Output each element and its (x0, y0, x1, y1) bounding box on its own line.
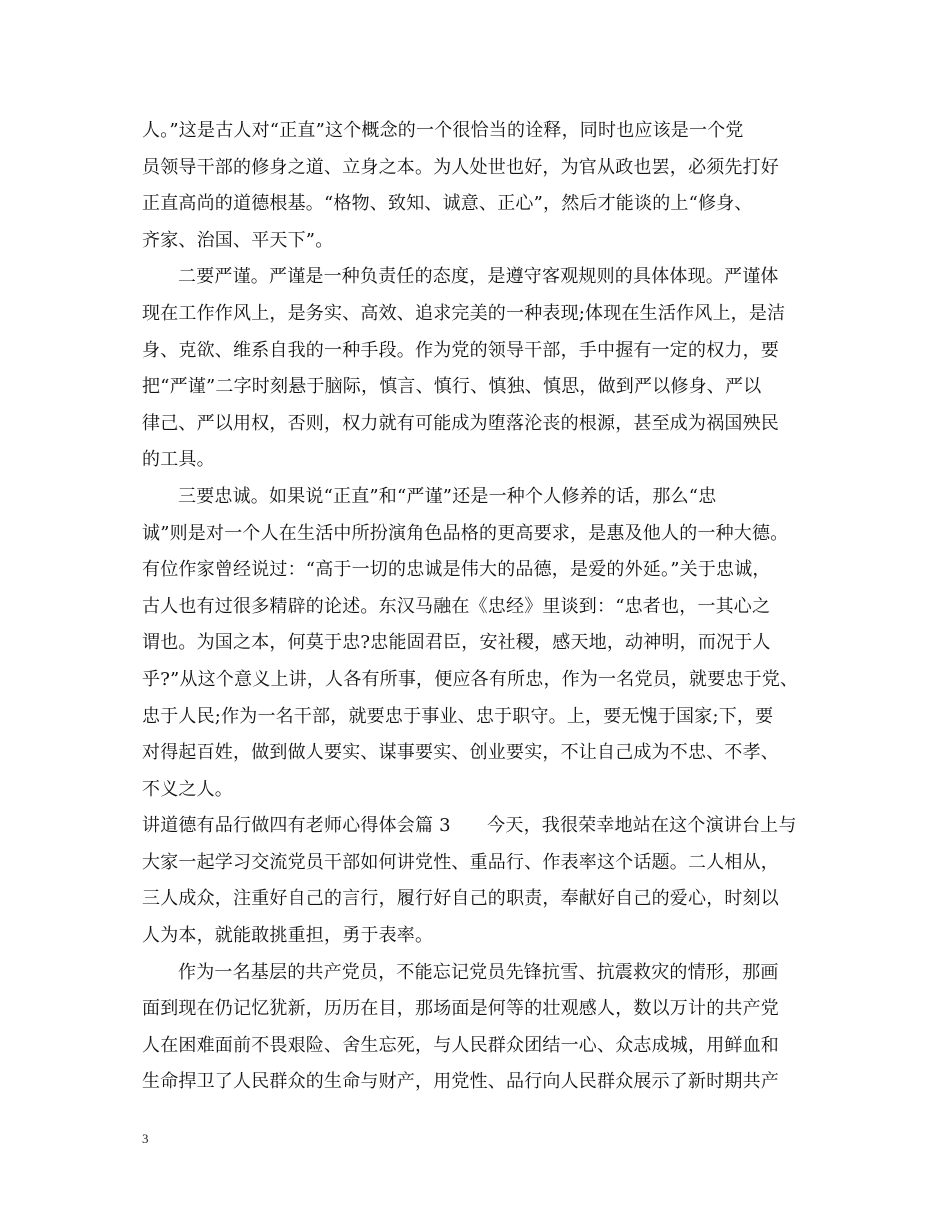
text-line: 把“严谨”二字时刻悬于脑际，慎言、慎行、慎独、慎思，做到严以修身、严以 (142, 376, 762, 398)
text-line: 大家一起学习交流党员干部如何讲党性、重品行、作表率这个话题。二人相从， (142, 851, 779, 873)
paragraph-start-line: 作为一名基层的共产党员，不能忘记党员先锋抗雪、抗震救灾的情形，那画 (178, 961, 779, 983)
body-text (142, 113, 814, 1101)
page-number: 3 (142, 1131, 149, 1146)
paragraph-start-line: 三要忠诚。如果说“正直”和“严谨”还是一种个人修养的话，那么“忠 (178, 485, 717, 507)
text-line: 不义之人。 (142, 778, 233, 800)
text-line: 谓也。为国之本，何莫于忠?忠能固君臣，安社稷，感天地，动神明，而况于人 (142, 632, 771, 654)
text-line: 乎?”从这个意义上讲，人各有所事，便应各有所忠，作为一名党员，就要忠于党、 (142, 668, 799, 690)
text-line: 律己、严以用权，否则，权力就有可能成为堕落沦丧的根源，甚至成为祸国殃民 (142, 412, 779, 434)
text-line: 人为本，就能敢挑重担，勇于表率。 (142, 925, 434, 947)
text-line: 齐家、治国、平天下”。 (142, 229, 334, 251)
text-line: 诚”则是对一个人在生活中所扮演角色品格的更高要求，是惠及他人的一种大德。 (142, 522, 789, 544)
text-line: 三人成众，注重好自己的言行，履行好自己的职责，奉献好自己的爱心，时刻以 (142, 888, 779, 910)
text-line: 身、克欲、维系自我的一种手段。作为党的领导干部，手中握有一定的权力，要 (142, 339, 779, 361)
text-line: 生命捍卫了人民群众的生命与财产，用党性、品行向人民群众展示了新时期共产 (142, 1071, 779, 1093)
paragraph-start-line: 二要严谨。严谨是一种负责任的态度，是遵守客观规则的具体体现。严谨体 (178, 266, 779, 288)
text-line: 人。”这是古人对“正直”这个概念的一个很恰当的诠释，同时也应该是一个党 (142, 120, 744, 141)
text-line: 正直高尚的道德根基。“格物、致知、诚意、正心”，然后才能谈的上“修身、 (142, 193, 753, 215)
text-line: 面到现在仍记忆犹新，历历在目，那场面是何等的壮观感人，数以万计的共产党 (142, 998, 779, 1020)
section-heading-line: 讲道德有品行做四有老师心得体会篇 3 今天，我很荣幸地站在这个演讲台上与 (142, 815, 797, 837)
text-line: 的工具。 (142, 449, 215, 471)
text-line: 现在工作作风上，是务实、高效、追求完美的一种表现;体现在生活作风上，是洁 (142, 302, 786, 324)
text-line: 忠于人民;作为一名干部，就要忠于事业、忠于职守。上，要无愧于国家;下，要 (142, 705, 774, 727)
text-line: 人在困难面前不畏艰险、舍生忘死，与人民群众团结一心、众志成城，用鲜血和 (142, 1034, 779, 1056)
text-line: 古人也有过很多精辟的论述。东汉马融在《忠经》里谈到：“忠者也，一其心之 (142, 595, 771, 617)
text-line: 对得起百姓，做到做人要实、谋事要实、创业要实，不让自己成为不忠、不孝、 (142, 742, 779, 764)
text-line: 员领导干部的修身之道、立身之本。为人处世也好，为官从政也罢，必须先打好 (142, 156, 779, 178)
text-line: 有位作家曾经说过：“高于一切的忠诚是伟大的品德，是爱的外延。”关于忠诚， (142, 559, 771, 581)
